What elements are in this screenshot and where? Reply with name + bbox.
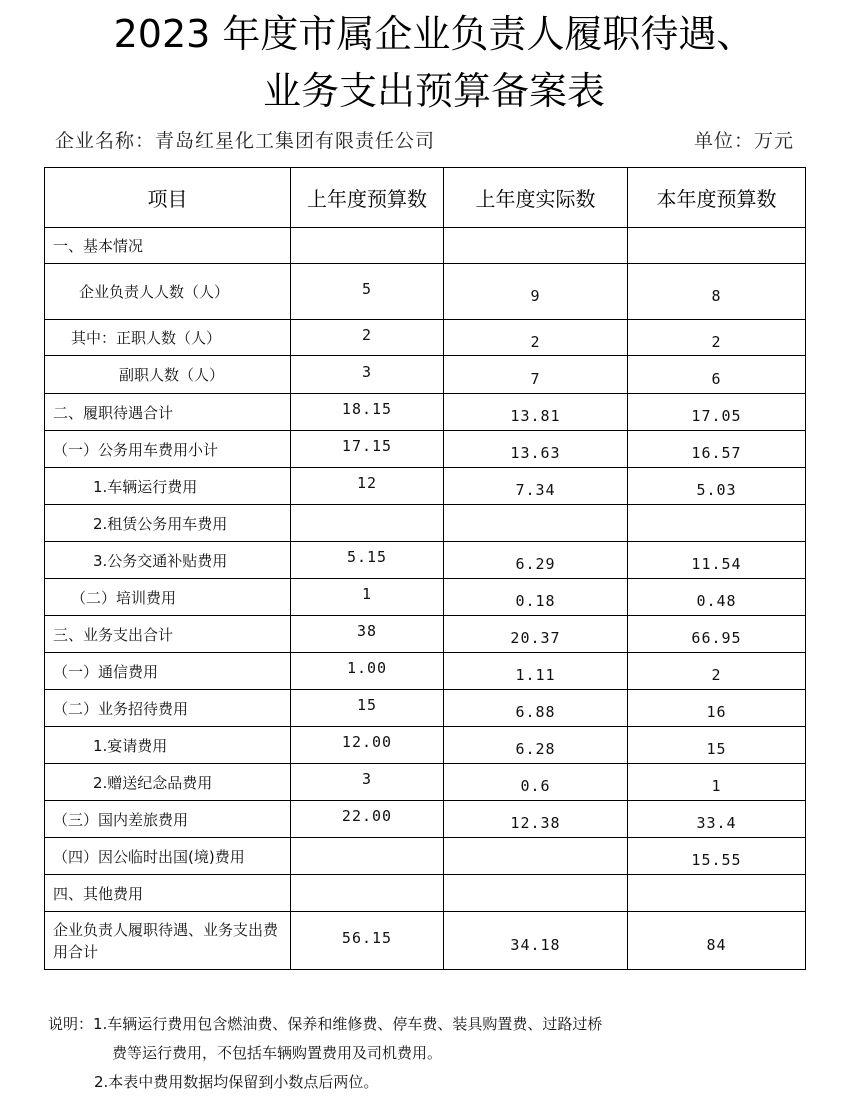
row-cur-budget	[628, 505, 806, 542]
table-row	[45, 912, 806, 970]
header-prev-budget: 上年度预算数	[291, 168, 444, 228]
row-item-label: 一、基本情况	[45, 228, 291, 264]
row-item-label: 四、其他费用	[45, 875, 291, 912]
note-line-1-continued: 费等运行费用，不包括车辆购置费用及司机费用。	[112, 1044, 443, 1062]
row-item-label: 1.宴请费用	[45, 727, 291, 764]
table-row	[45, 468, 806, 505]
document-title-line-2: 业务支出预算备案表	[262, 69, 605, 113]
row-cur-budget: 15.55	[628, 838, 806, 875]
row-prev-budget	[291, 838, 444, 875]
row-cur-budget	[628, 875, 806, 912]
row-cur-budget: 0.48	[628, 579, 806, 616]
row-prev-budget	[291, 505, 444, 542]
row-prev-budget: 22.00	[291, 801, 444, 838]
table-row	[45, 505, 806, 542]
row-item-label: 3.公务交通补贴费用	[45, 542, 291, 579]
row-cur-budget: 66.95	[628, 616, 806, 653]
table-row	[45, 579, 806, 616]
row-prev-budget: 3	[291, 764, 444, 801]
table-row	[45, 264, 806, 320]
row-prev-actual: 1.11	[444, 653, 628, 690]
row-cur-budget: 11.54	[628, 542, 806, 579]
document-title-line-1: 2023 年度市属企业负责人履职待遇、	[113, 12, 755, 56]
table-row	[45, 320, 806, 356]
row-cur-budget: 2	[628, 320, 806, 356]
row-cur-budget: 5.03	[628, 468, 806, 505]
row-cur-budget: 8	[628, 264, 806, 320]
row-item-label: 2.赠送纪念品费用	[45, 764, 291, 801]
row-prev-budget: 1.00	[291, 653, 444, 690]
table-header-row	[45, 168, 806, 228]
row-prev-budget	[291, 228, 444, 264]
header-item: 项目	[45, 168, 291, 228]
table-row	[45, 228, 806, 264]
row-prev-actual: 13.81	[444, 394, 628, 431]
table-row	[45, 875, 806, 912]
row-item-label: 副职人数（人）	[45, 356, 291, 394]
row-cur-budget: 33.4	[628, 801, 806, 838]
row-item-label: 企业负责人履职待遇、业务支出费用合计	[45, 912, 291, 970]
table-row	[45, 616, 806, 653]
table-row	[45, 542, 806, 579]
header-prev-actual: 上年度实际数	[444, 168, 628, 228]
row-cur-budget: 16.57	[628, 431, 806, 468]
row-item-label: 2.租赁公务用车费用	[45, 505, 291, 542]
table-row	[45, 653, 806, 690]
row-prev-actual: 6.29	[444, 542, 628, 579]
row-prev-actual: 20.37	[444, 616, 628, 653]
row-item-label: （二）培训费用	[45, 579, 291, 616]
table-row	[45, 764, 806, 801]
table-row	[45, 431, 806, 468]
row-item-label: 其中：正职人数（人）	[45, 320, 291, 356]
table-row	[45, 727, 806, 764]
row-prev-actual	[444, 228, 628, 264]
row-prev-budget: 3	[291, 356, 444, 394]
row-prev-actual: 0.6	[444, 764, 628, 801]
table-row	[45, 801, 806, 838]
table-row	[45, 690, 806, 727]
row-prev-budget: 18.15	[291, 394, 444, 431]
row-prev-budget: 5.15	[291, 542, 444, 579]
row-prev-actual	[444, 875, 628, 912]
row-prev-actual: 12.38	[444, 801, 628, 838]
row-item-label: 三、业务支出合计	[45, 616, 291, 653]
row-prev-budget: 12.00	[291, 727, 444, 764]
header-cur-budget: 本年度预算数	[628, 168, 806, 228]
row-cur-budget: 2	[628, 653, 806, 690]
row-prev-actual: 6.28	[444, 727, 628, 764]
row-prev-budget	[291, 875, 444, 912]
row-item-label: （三）国内差旅费用	[45, 801, 291, 838]
row-prev-actual: 13.63	[444, 431, 628, 468]
row-prev-actual: 2	[444, 320, 628, 356]
row-cur-budget: 15	[628, 727, 806, 764]
row-prev-budget: 56.15	[291, 912, 444, 970]
row-item-label: 1.车辆运行费用	[45, 468, 291, 505]
row-cur-budget: 84	[628, 912, 806, 970]
row-prev-actual	[444, 505, 628, 542]
row-cur-budget: 17.05	[628, 394, 806, 431]
row-item-label: 二、履职待遇合计	[45, 394, 291, 431]
row-prev-actual: 7.34	[444, 468, 628, 505]
row-item-label: 企业负责人人数（人）	[45, 264, 291, 320]
row-item-label: （一）通信费用	[45, 653, 291, 690]
row-prev-budget: 17.15	[291, 431, 444, 468]
row-prev-budget: 12	[291, 468, 444, 505]
company-name: 企业名称：青岛红星化工集团有限责任公司	[55, 130, 436, 152]
row-cur-budget: 1	[628, 764, 806, 801]
table-row	[45, 838, 806, 875]
unit-label: 单位：万元	[693, 130, 794, 152]
note-line-2: 2.本表中费用数据均保留到小数点后两位。	[94, 1073, 379, 1091]
row-item-label: （一）公务用车费用小计	[45, 431, 291, 468]
table-row	[45, 394, 806, 431]
row-prev-actual: 0.18	[444, 579, 628, 616]
row-prev-actual	[444, 838, 628, 875]
row-prev-actual: 6.88	[444, 690, 628, 727]
row-prev-budget: 2	[291, 320, 444, 356]
notes	[48, 1010, 602, 1097]
row-prev-actual: 7	[444, 356, 628, 394]
row-cur-budget: 6	[628, 356, 806, 394]
row-item-label: （二）业务招待费用	[45, 690, 291, 727]
row-prev-budget: 1	[291, 579, 444, 616]
row-cur-budget	[628, 228, 806, 264]
row-prev-budget: 38	[291, 616, 444, 653]
row-prev-actual: 9	[444, 264, 628, 320]
row-cur-budget: 16	[628, 690, 806, 727]
table-row	[45, 356, 806, 394]
row-item-label: （四）因公临时出国(境)费用	[45, 838, 291, 875]
table-body	[45, 228, 806, 970]
row-prev-budget: 15	[291, 690, 444, 727]
row-prev-actual: 34.18	[444, 912, 628, 970]
note-line-1: 说明：1.车辆运行费用包含燃油费、保养和维修费、停车费、装具购置费、过路过桥	[48, 1015, 603, 1033]
row-prev-budget: 5	[291, 264, 444, 320]
budget-table	[44, 167, 806, 970]
